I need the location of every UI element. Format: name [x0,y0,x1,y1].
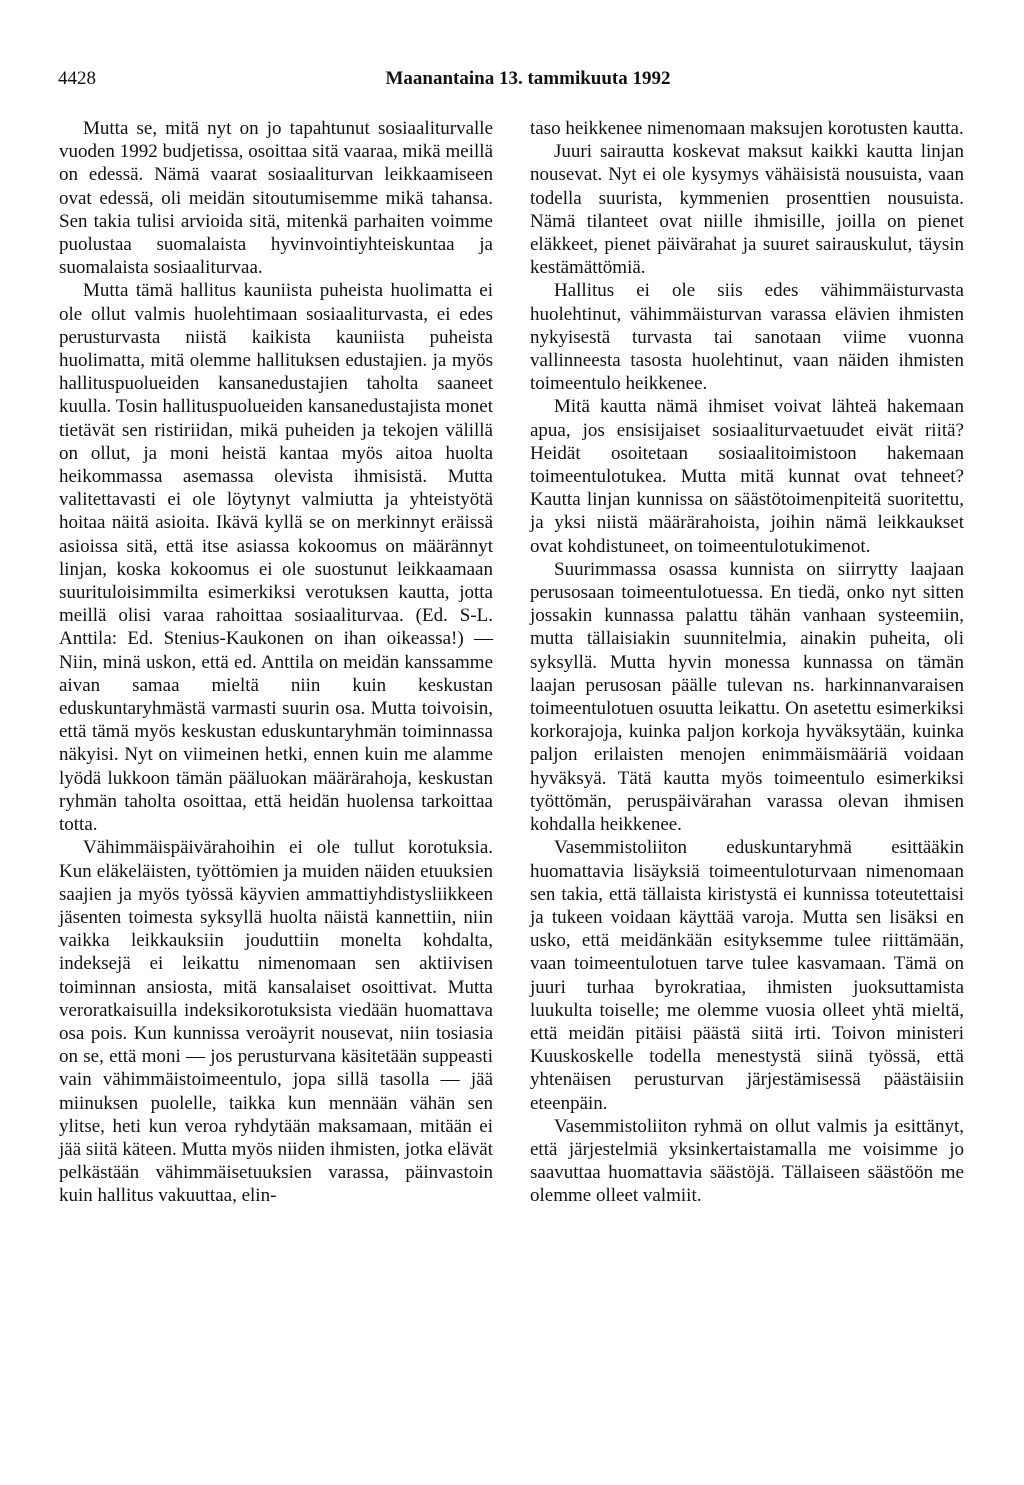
left-column [59,117,493,1208]
page-number: 4428 [58,68,96,89]
paragraph: Hallitus ei ole siis edes vähimmäisturvasta huolehtinut, vähimmäisturvan varassa elävien ihmisten nykyisestä turvasta tai sanotaan viime vuonna vallinneesta tasosta huolehtinut, vaan näiden ihmisten toimeentulo heikkenee. [530,280,964,395]
paragraph: Mutta se, mitä nyt on jo tapahtunut sosiaaliturvalle vuoden 1992 budjetissa, osoittaa sitä vaaraa, mikä meillä on edessä. Nämä vaarat sosiaaliturvan leikkaamiseen ovat edessä, oli meidän sitoutumisemme mikä tahansa. Sen takia tulisi arvioida sitä, mitenkä parhaiten voimme puolustaa suomalaista hyvinvointiyhteiskuntaa ja suomalaista sosiaaliturvaa. [59,118,493,279]
paragraph: Mutta tämä hallitus kauniista puheista huolimatta ei ole ollut valmis huolehtimaan sosiaaliturvasta, ei edes perusturvasta niistä kaikista kauniista puheista huolimatta, mitä olemme hallituksen edustajien. ja myös hallituspuolueiden kansanedustajien taholta saaneet kuulla. Tosin hallituspuolueiden kansanedustajista monet tietävät sen ristiriidan, mikä puheiden ja tekojen välillä on ollut, ja moni heistä kantaa myös aitoa huolta heikommassa asemassa olevista ihmisistä. Mutta valitettavasti ei ole löytynyt valmiutta ja yhteistyötä hoitaa näitä asioita. Ikävä kyllä se on merkinnyt eräissä asioissa sitä, että itse asiassa kokoomus on määrännyt linjan, koska kokoomus ei ole suostunut leikkaamaan suurituloisimmilta esimerkiksi verotuksen kautta, jotta meillä olisi varaa rahoittaa sosiaaliturvaa. (Ed. S-L. Anttila: Ed. Stenius-Kaukonen on ihan oikeassa!) — Niin, minä uskon, että ed. Anttila on meidän kanssamme aivan samaa mieltä niin kuin keskustan eduskuntaryhmästä varmasti suurin osa. Mutta toivoisin, että tämä myös keskustan eduskuntaryhmän toiminnassa näkyisi. Nyt on viimeinen hetki, ennen kuin me alamme lyödä lukkoon tämän pääluokan määrärahoja, keskustan ryhmän taholta osoittaa, että heidän huolensa tarkoittaa totta. [59,280,493,836]
paragraph: Vasemmistoliiton ryhmä on ollut valmis ja esittänyt, että järjestelmiä yksinkertaistamalla me voisimme jo saavuttaa huomattavia säästöjä. Tällaiseen säästöön me olemme olleet valmiit. [530,1115,964,1207]
paragraph: Suurimmassa osassa kunnista on siirrytty laajaan perusosaan toimeentulotuessa. En tiedä, onko nyt sitten jossakin kunnassa palattu tähän vanhaan systeemiin, mutta tällaisiakin suunnitelmia, ainakin puheita, oli syksyllä. Mutta hyvin monessa kunnassa on tämän laajan perusosan päälle tulevan ns. harkinnanvaraisen toimeentulotuen osuutta leikattu. On asetettu esimerkiksi korkorajoja, kuinka paljon korkoja hyväksytään, kuinka paljon erilaisten menojen enimmäismääriä voidaan hyväksyä. Tätä kautta myös toimeentulo esimerkiksi työttömän, peruspäivärahan varassa olevan ihmisen kohdalla heikkenee. [530,558,964,836]
running-head-date: Maanantaina 13. tammikuuta 1992 [385,68,671,89]
paragraph-continuation: taso heikkenee nimenomaan maksujen korotusten kautta. [530,118,964,139]
paragraph: Vasemmistoliiton eduskuntaryhmä esittääkin huomattavia lisäyksiä toimeentuloturvaan nimenomaan sen takia, että tällaista kiristystä ei kunnissa toteutettaisi ja tukeen voidaan käyttää varoja. Mutta sen lisäksi en usko, että meidänkään esityksemme tulee riittämään, vaan toimeentulotuen tarve tulee kasvamaan. Tämä on juuri turhaa byrokratiaa, ihmisten juoksuttamista luukulta toiselle; me olemme vuosia olleet yhtä mieltä, että meidän pitäisi päästä siitä irti. Toivon ministeri Kuuskoskelle todella menestystä siinä työssä, että yhtenäisen perusturvan järjestämisessä päästäisiin eteenpäin. [530,837,964,1114]
page-header [58,66,998,92]
paragraph: Mitä kautta nämä ihmiset voivat lähteä hakemaan apua, jos ensisijaiset sosiaaliturvaetuudet eivät riitä? Heidät osoitetaan sosiaalitoimistoon hakemaan toimeentulotukea. Mutta mitä kunnat ovat tehneet? Kautta linjan kunnissa on säästötoimenpiteitä suoritettu, ja yksi niistä määrärahoista, joihin nämä leikkaukset ovat kohdistuneet, on toimeentulotukimenot. [530,396,964,557]
paragraph: Vähimmäispäivärahoihin ei ole tullut korotuksia. Kun eläkeläisten, työttömien ja muiden näiden etuuksien saajien ja myös työssä käyvien ammattiyhdistysliikkeen jäsenten toimesta syksyllä huolta näistä kannettiin, niin vaikka leikkauksiin jouduttiin monelta kohdalta, indeksejä ei leikattu nimenomaan sen aktiivisen toiminnan ansiosta, mitä kansalaiset osoittivat. Mutta veroratkaisuilla indeksikorotuksista viedään huomattava osa pois. Kun kunnissa veroäyrit nousevat, niin tosiasia on se, että moni — jos perusturvana käsitetään suppeasti vain vähimmäistoimeentulo, jopa sillä tasolla — jää miinuksen puolelle, taikka kun mennään vähän sen ylitse, heti kun veroa ryhdytään maksamaan, mitään ei jää siitä käteen. Mutta myös niiden ihmisten, jotka elävät pelkästään vähimmäisetuuksien varassa, päinvastoin kuin hallitus vakuuttaa, elin- [59,837,493,1207]
right-column [530,117,964,1208]
paragraph: Juuri sairautta koskevat maksut kaikki kautta linjan nousevat. Nyt ei ole kysymys vähäisistä nousuista, vaan todella suurista, kymmenien prosenttien nousuista. Nämä tilanteet ovat niille ihmisille, joilla on pienet eläkkeet, pienet päivärahat ja suuret sairauskulut, täysin kestämättömiä. [530,141,964,279]
